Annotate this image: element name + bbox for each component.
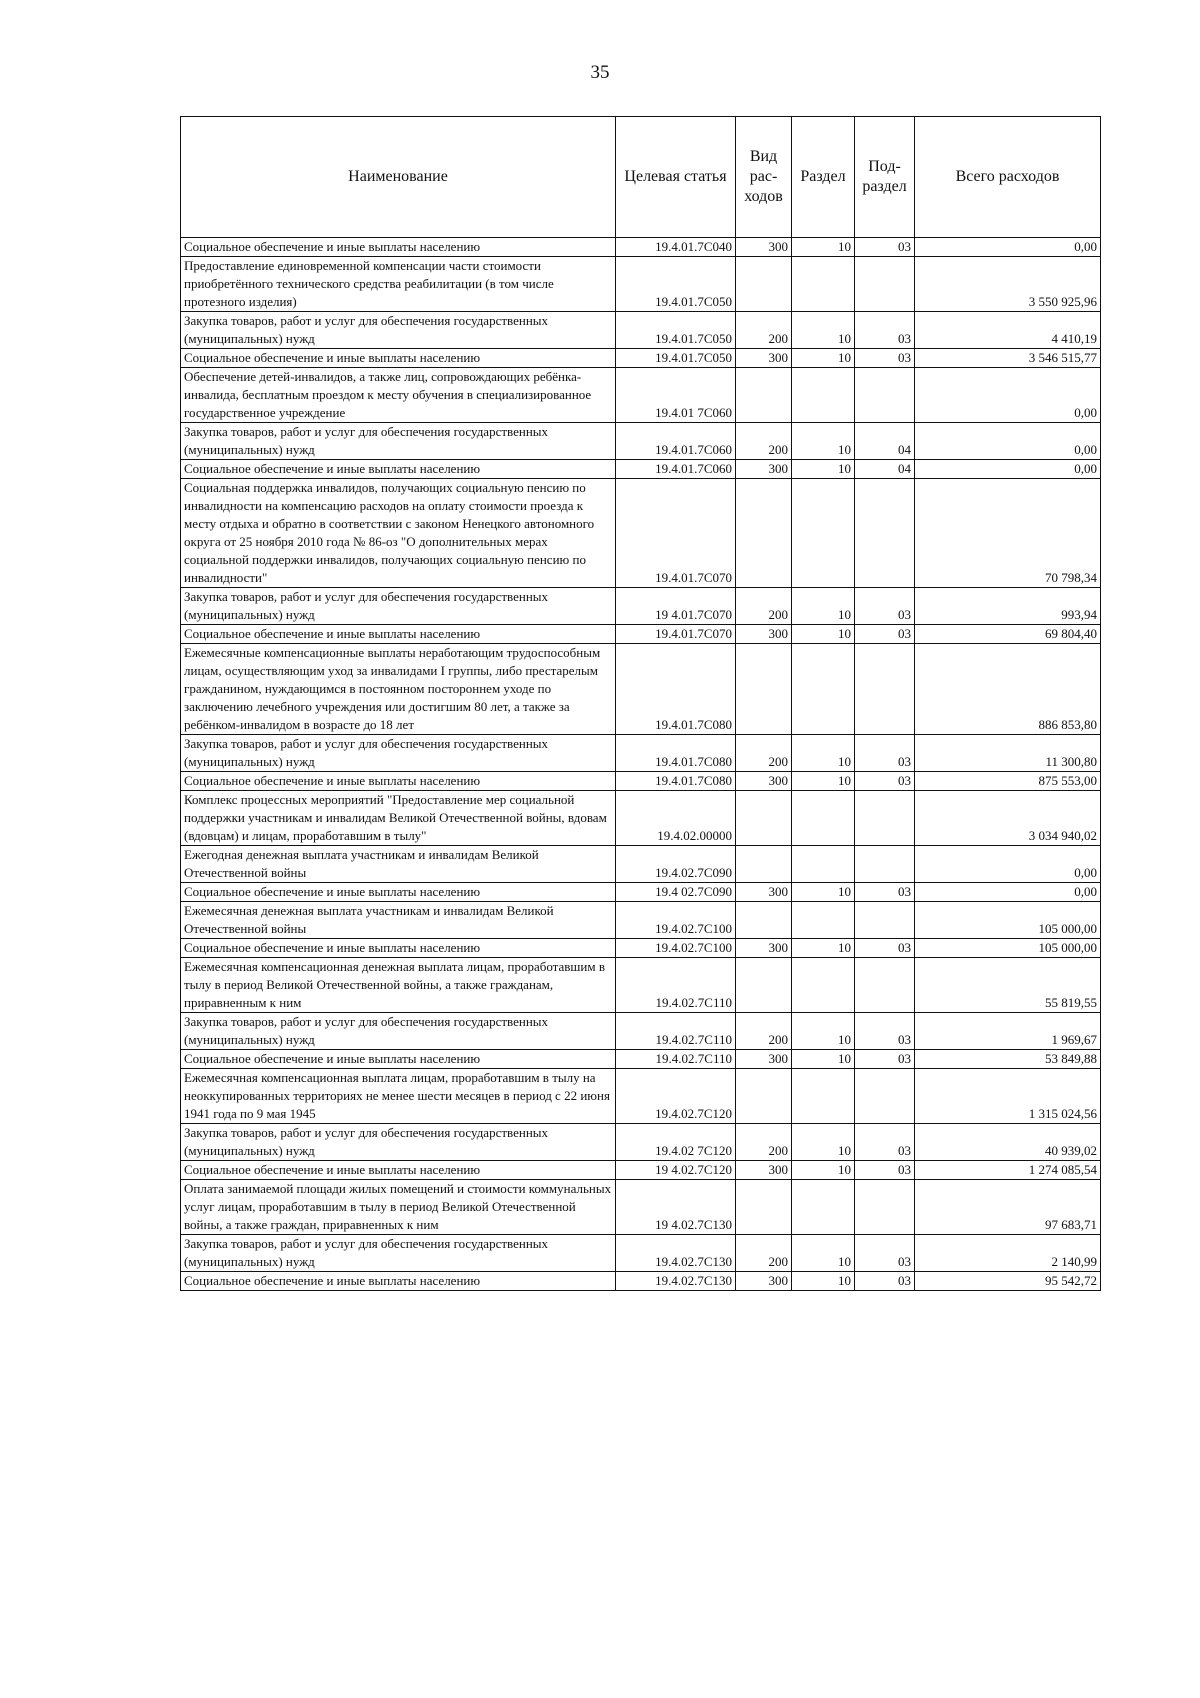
row-section: 10 bbox=[792, 423, 855, 460]
row-target-article: 19.4.01.7С080 bbox=[616, 644, 736, 735]
table-row bbox=[181, 423, 1101, 460]
row-section bbox=[792, 846, 855, 883]
row-expense-type bbox=[736, 846, 792, 883]
row-total: 0,00 bbox=[915, 846, 1101, 883]
row-section: 10 bbox=[792, 1235, 855, 1272]
row-total: 3 034 940,02 bbox=[915, 791, 1101, 846]
row-total: 4 410,19 bbox=[915, 312, 1101, 349]
row-subsection: 03 bbox=[855, 625, 915, 644]
row-subsection: 03 bbox=[855, 939, 915, 958]
table-row bbox=[181, 1180, 1101, 1235]
row-section: 10 bbox=[792, 1013, 855, 1050]
row-subsection: 03 bbox=[855, 1013, 915, 1050]
row-expense-type: 200 bbox=[736, 1013, 792, 1050]
row-expense-type: 300 bbox=[736, 1272, 792, 1291]
row-expense-type: 300 bbox=[736, 349, 792, 368]
row-name: Обеспечение детей-инвалидов, а также лиц, сопровождающих ребёнка-инвалида, бесплатным проездом к месту обучения в специализированное государственное учреждение bbox=[181, 368, 616, 423]
row-name: Социальное обеспечение и иные выплаты населению bbox=[181, 1050, 616, 1069]
row-expense-type bbox=[736, 368, 792, 423]
row-total: 0,00 bbox=[915, 460, 1101, 479]
row-name: Социальное обеспечение и иные выплаты населению bbox=[181, 349, 616, 368]
row-subsection: 04 bbox=[855, 460, 915, 479]
header-expense-type: Вид рас- ходов bbox=[736, 117, 792, 238]
row-expense-type: 200 bbox=[736, 312, 792, 349]
row-expense-type: 200 bbox=[736, 1235, 792, 1272]
row-total: 2 140,99 bbox=[915, 1235, 1101, 1272]
row-total: 0,00 bbox=[915, 423, 1101, 460]
row-target-article: 19.4.02.7С090 bbox=[616, 846, 736, 883]
row-section bbox=[792, 257, 855, 312]
row-name: Ежегодная денежная выплата участникам и инвалидам Великой Отечественной войны bbox=[181, 846, 616, 883]
row-target-article: 19.4.02.7С130 bbox=[616, 1272, 736, 1291]
row-total: 0,00 bbox=[915, 883, 1101, 902]
table-row bbox=[181, 735, 1101, 772]
row-expense-type bbox=[736, 902, 792, 939]
row-target-article: 19.4.02.7С110 bbox=[616, 1013, 736, 1050]
row-target-article: 19.4.01.7С050 bbox=[616, 312, 736, 349]
row-subsection: 03 bbox=[855, 312, 915, 349]
row-section bbox=[792, 644, 855, 735]
row-total: 40 939,02 bbox=[915, 1124, 1101, 1161]
row-total: 1 274 085,54 bbox=[915, 1161, 1101, 1180]
row-subsection bbox=[855, 902, 915, 939]
table-row bbox=[181, 1050, 1101, 1069]
row-expense-type bbox=[736, 479, 792, 588]
row-subsection: 03 bbox=[855, 883, 915, 902]
row-section bbox=[792, 479, 855, 588]
row-target-article: 19 4.02.7С120 bbox=[616, 1161, 736, 1180]
row-expense-type: 300 bbox=[736, 772, 792, 791]
row-section: 10 bbox=[792, 939, 855, 958]
row-subsection bbox=[855, 257, 915, 312]
row-subsection: 03 bbox=[855, 588, 915, 625]
row-name: Социальное обеспечение и иные выплаты населению bbox=[181, 1272, 616, 1291]
row-total: 886 853,80 bbox=[915, 644, 1101, 735]
header-name: Наименование bbox=[181, 117, 616, 238]
row-total: 1 315 024,56 bbox=[915, 1069, 1101, 1124]
row-subsection: 03 bbox=[855, 349, 915, 368]
row-target-article: 19.4.01.7С070 bbox=[616, 479, 736, 588]
table-row bbox=[181, 1069, 1101, 1124]
row-section: 10 bbox=[792, 460, 855, 479]
row-total: 3 546 515,77 bbox=[915, 349, 1101, 368]
row-subsection bbox=[855, 479, 915, 588]
row-section bbox=[792, 1069, 855, 1124]
row-expense-type: 300 bbox=[736, 883, 792, 902]
row-section: 10 bbox=[792, 238, 855, 257]
row-name: Закупка товаров, работ и услуг для обеспечения государственных (муниципальных) нужд bbox=[181, 588, 616, 625]
row-total: 69 804,40 bbox=[915, 625, 1101, 644]
row-expense-type bbox=[736, 1069, 792, 1124]
table-row bbox=[181, 1013, 1101, 1050]
table-header-row bbox=[181, 117, 1101, 238]
row-total: 0,00 bbox=[915, 238, 1101, 257]
row-target-article: 19.4.01 7С060 bbox=[616, 368, 736, 423]
row-name: Оплата занимаемой площади жилых помещений и стоимости коммунальных услуг лицам, проработавшим в тылу в период Великой Отечественной войны, а также граждан, приравненных к ним bbox=[181, 1180, 616, 1235]
row-name: Социальное обеспечение и иные выплаты населению bbox=[181, 772, 616, 791]
table-row bbox=[181, 939, 1101, 958]
row-name: Закупка товаров, работ и услуг для обеспечения государственных (муниципальных) нужд bbox=[181, 423, 616, 460]
row-total: 993,94 bbox=[915, 588, 1101, 625]
row-section: 10 bbox=[792, 735, 855, 772]
row-target-article: 19.4.01.7С040 bbox=[616, 238, 736, 257]
row-target-article: 19.4.02.7С120 bbox=[616, 1069, 736, 1124]
table-row bbox=[181, 312, 1101, 349]
row-subsection: 03 bbox=[855, 1124, 915, 1161]
row-expense-type: 300 bbox=[736, 1050, 792, 1069]
row-target-article: 19.4.01.7С060 bbox=[616, 423, 736, 460]
row-total: 3 550 925,96 bbox=[915, 257, 1101, 312]
row-total: 70 798,34 bbox=[915, 479, 1101, 588]
row-section: 10 bbox=[792, 772, 855, 791]
row-total: 875 553,00 bbox=[915, 772, 1101, 791]
row-name: Предоставление единовременной компенсации части стоимости приобретённого технического средства реабилитации (в том числе протезного изделия) bbox=[181, 257, 616, 312]
row-section bbox=[792, 958, 855, 1013]
row-total: 11 300,80 bbox=[915, 735, 1101, 772]
row-target-article: 19.4.02 7С120 bbox=[616, 1124, 736, 1161]
row-expense-type: 300 bbox=[736, 238, 792, 257]
row-expense-type bbox=[736, 644, 792, 735]
row-total: 53 849,88 bbox=[915, 1050, 1101, 1069]
row-subsection: 03 bbox=[855, 772, 915, 791]
row-target-article: 19.4.02.7С110 bbox=[616, 958, 736, 1013]
row-subsection bbox=[855, 958, 915, 1013]
row-name: Ежемесячная компенсационная денежная выплата лицам, проработавшим в тылу в период Великой Отечественной войны, а также гражданам, приравненным к ним bbox=[181, 958, 616, 1013]
row-total: 1 969,67 bbox=[915, 1013, 1101, 1050]
row-target-article: 19.4.02.7С100 bbox=[616, 902, 736, 939]
table-row bbox=[181, 479, 1101, 588]
row-target-article: 19.4.02.7С110 bbox=[616, 1050, 736, 1069]
row-section: 10 bbox=[792, 1050, 855, 1069]
row-target-article: 19.4.01.7С080 bbox=[616, 735, 736, 772]
row-section: 10 bbox=[792, 349, 855, 368]
expenditure-table bbox=[180, 116, 1101, 1291]
header-subsection: Под- раздел bbox=[855, 117, 915, 238]
row-expense-type: 200 bbox=[736, 1124, 792, 1161]
row-subsection bbox=[855, 1069, 915, 1124]
row-section bbox=[792, 791, 855, 846]
row-target-article: 19 4.01.7С070 bbox=[616, 588, 736, 625]
row-subsection bbox=[855, 791, 915, 846]
row-section: 10 bbox=[792, 1272, 855, 1291]
table-row bbox=[181, 958, 1101, 1013]
row-total: 0,00 bbox=[915, 368, 1101, 423]
row-name: Ежемесячная денежная выплата участникам и инвалидам Великой Отечественной войны bbox=[181, 902, 616, 939]
table-row bbox=[181, 1235, 1101, 1272]
table-row bbox=[181, 257, 1101, 312]
table-row bbox=[181, 625, 1101, 644]
row-total: 55 819,55 bbox=[915, 958, 1101, 1013]
row-subsection: 04 bbox=[855, 423, 915, 460]
header-total: Всего расходов bbox=[915, 117, 1101, 238]
row-name: Социальное обеспечение и иные выплаты населению bbox=[181, 460, 616, 479]
row-expense-type bbox=[736, 958, 792, 1013]
row-name: Закупка товаров, работ и услуг для обеспечения государственных (муниципальных) нужд bbox=[181, 312, 616, 349]
row-name: Социальная поддержка инвалидов, получающих социальную пенсию по инвалидности на компенсацию расходов на оплату стоимости проезда к месту отдыха и обратно в соответствии с законом Ненецкого автономного округа от 25 ноября 2010 года № 86-оз "О дополнительных мерах социальной поддержки инвалидов, получающих социальную пенсию по инвалидности" bbox=[181, 479, 616, 588]
row-name: Ежемесячные компенсационные выплаты неработающим трудоспособным лицам, осуществляющим уход за инвалидами I группы, либо престарелым гражданином, нуждающимся в постоянном постороннем уходе по заключению лечебного учреждения или достигшим 80 лет, а также за ребёнком-инвалидом в возрасте до 18 лет bbox=[181, 644, 616, 735]
row-section: 10 bbox=[792, 625, 855, 644]
row-expense-type: 300 bbox=[736, 625, 792, 644]
row-section: 10 bbox=[792, 588, 855, 625]
row-expense-type: 300 bbox=[736, 939, 792, 958]
row-expense-type bbox=[736, 257, 792, 312]
row-target-article: 19.4 02.7С090 bbox=[616, 883, 736, 902]
row-target-article: 19.4.02.7С100 bbox=[616, 939, 736, 958]
row-total: 105 000,00 bbox=[915, 902, 1101, 939]
table-row bbox=[181, 1272, 1101, 1291]
row-expense-type: 200 bbox=[736, 588, 792, 625]
table-row bbox=[181, 460, 1101, 479]
header-section: Раздел bbox=[792, 117, 855, 238]
row-subsection: 03 bbox=[855, 1161, 915, 1180]
row-name: Закупка товаров, работ и услуг для обеспечения государственных (муниципальных) нужд bbox=[181, 1235, 616, 1272]
table-row bbox=[181, 883, 1101, 902]
row-section bbox=[792, 902, 855, 939]
row-subsection bbox=[855, 644, 915, 735]
row-target-article: 19.4.01.7С080 bbox=[616, 772, 736, 791]
row-section bbox=[792, 368, 855, 423]
row-subsection bbox=[855, 1180, 915, 1235]
row-section: 10 bbox=[792, 1161, 855, 1180]
header-target-article: Целевая статья bbox=[616, 117, 736, 238]
row-subsection: 03 bbox=[855, 1272, 915, 1291]
table-row bbox=[181, 368, 1101, 423]
table-row bbox=[181, 772, 1101, 791]
table-row bbox=[181, 846, 1101, 883]
table-row bbox=[181, 349, 1101, 368]
row-expense-type: 300 bbox=[736, 1161, 792, 1180]
row-section bbox=[792, 1180, 855, 1235]
row-name: Закупка товаров, работ и услуг для обеспечения государственных (муниципальных) нужд bbox=[181, 735, 616, 772]
table-row bbox=[181, 588, 1101, 625]
page-number: 35 bbox=[590, 62, 610, 83]
row-section: 10 bbox=[792, 312, 855, 349]
row-total: 105 000,00 bbox=[915, 939, 1101, 958]
row-subsection bbox=[855, 368, 915, 423]
table-row bbox=[181, 238, 1101, 257]
row-total: 95 542,72 bbox=[915, 1272, 1101, 1291]
row-subsection bbox=[855, 846, 915, 883]
row-expense-type bbox=[736, 791, 792, 846]
row-target-article: 19.4.02.7С130 bbox=[616, 1235, 736, 1272]
row-name: Комплекс процессных мероприятий "Предоставление мер социальной поддержки участникам и инвалидам Великой Отечественной войны, вдовам (вдовцам) и лицам, проработавшим в тылу" bbox=[181, 791, 616, 846]
row-target-article: 19.4.01.7С060 bbox=[616, 460, 736, 479]
row-name: Закупка товаров, работ и услуг для обеспечения государственных (муниципальных) нужд bbox=[181, 1013, 616, 1050]
row-expense-type: 200 bbox=[736, 735, 792, 772]
row-name: Социальное обеспечение и иные выплаты населению bbox=[181, 238, 616, 257]
row-section: 10 bbox=[792, 1124, 855, 1161]
row-target-article: 19.4.01.7С050 bbox=[616, 257, 736, 312]
row-target-article: 19 4.02.7С130 bbox=[616, 1180, 736, 1235]
table-row bbox=[181, 644, 1101, 735]
row-name: Социальное обеспечение и иные выплаты населению bbox=[181, 939, 616, 958]
row-subsection: 03 bbox=[855, 735, 915, 772]
row-section: 10 bbox=[792, 883, 855, 902]
row-subsection: 03 bbox=[855, 1235, 915, 1272]
row-name: Ежемесячная компенсационная выплата лицам, проработавшим в тылу на неоккупированных территориях не менее шести месяцев в период с 22 июня 1941 года по 9 мая 1945 bbox=[181, 1069, 616, 1124]
row-name: Социальное обеспечение и иные выплаты населению bbox=[181, 883, 616, 902]
table-row bbox=[181, 1161, 1101, 1180]
table-row bbox=[181, 791, 1101, 846]
row-name: Закупка товаров, работ и услуг для обеспечения государственных (муниципальных) нужд bbox=[181, 1124, 616, 1161]
table-row bbox=[181, 902, 1101, 939]
row-subsection: 03 bbox=[855, 1050, 915, 1069]
row-target-article: 19.4.01.7С050 bbox=[616, 349, 736, 368]
row-subsection: 03 bbox=[855, 238, 915, 257]
row-name: Социальное обеспечение и иные выплаты населению bbox=[181, 1161, 616, 1180]
row-name: Социальное обеспечение и иные выплаты населению bbox=[181, 625, 616, 644]
row-expense-type: 300 bbox=[736, 460, 792, 479]
row-expense-type bbox=[736, 1180, 792, 1235]
row-target-article: 19.4.01.7С070 bbox=[616, 625, 736, 644]
row-expense-type: 200 bbox=[736, 423, 792, 460]
row-target-article: 19.4.02.00000 bbox=[616, 791, 736, 846]
row-total: 97 683,71 bbox=[915, 1180, 1101, 1235]
table-row bbox=[181, 1124, 1101, 1161]
